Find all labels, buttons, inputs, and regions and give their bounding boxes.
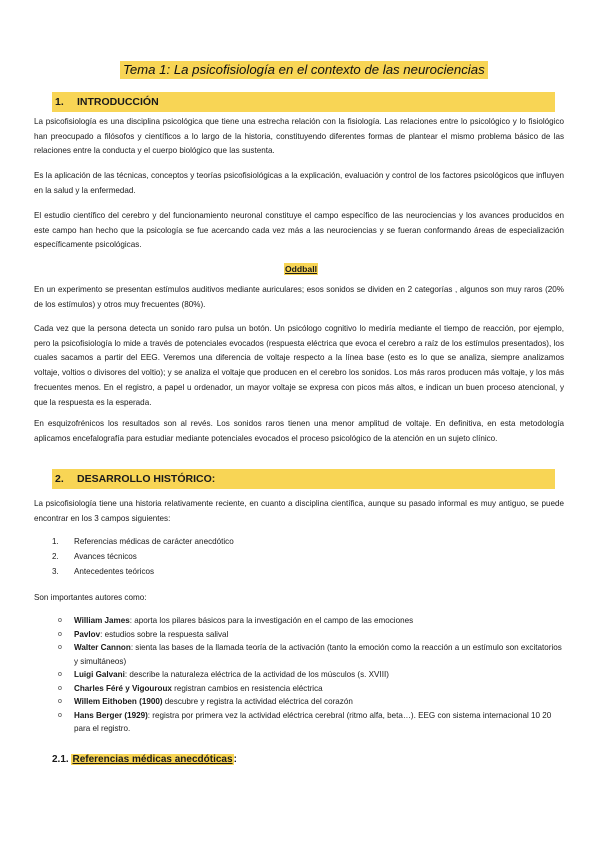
list-text: Antecedentes teóricos — [74, 567, 155, 576]
authors-intro: Son importantes autores como: — [34, 593, 147, 602]
oddball-paragraph: En un experimento se presentan estímulos auditivos mediante auriculares; esos sonidos se dividen en 2 categorías , algunos son muy raros (20% de los estímulos) y otros muy frecuentes (80%). — [34, 285, 564, 309]
intro-paragraph: El estudio científico del cerebro y del funcionamiento neuronal constituye el campo específico de las neurociencias y los avances producidos en este campo han hecho que la psicología se fue acercando cada vez más a las neurociencias y se fueran conformando áreas de especialización específicamente psicológicas. — [34, 211, 564, 250]
document-title: Tema 1: La psicofisiología en el contexto de las neurociencias — [120, 61, 488, 79]
subsection-heading-text: Referencias médicas anecdóticas — [72, 754, 233, 765]
list-item — [58, 641, 563, 668]
section-heading-desarrollo-historico — [52, 469, 555, 489]
author-name: Luigi Galvani — [74, 670, 125, 679]
author-description: registran cambios en resistencia eléctrica — [171, 683, 323, 693]
author-name: Charles Féré y Vigouroux — [74, 683, 172, 693]
subsection-number: 2.1. — [52, 754, 69, 765]
list-text: Referencias médicas de carácter anecdótico — [74, 537, 234, 546]
list-item — [58, 682, 563, 696]
circle-bullet-icon: o — [58, 684, 62, 692]
list-text: Avances técnicos — [74, 552, 137, 561]
author-description: : estudios sobre la respuesta salival — [100, 629, 229, 639]
author-name: Walter Cannon — [74, 643, 131, 652]
list-number: 3. — [52, 567, 59, 576]
author-name: Willem Eithoben (1900) — [74, 697, 163, 706]
author-description: descubre y registra la actividad eléctrica del corazón — [162, 697, 353, 706]
subsection-suffix: : — [233, 754, 237, 765]
list-item — [52, 550, 137, 565]
list-item — [58, 695, 563, 709]
circle-bullet-icon: o — [58, 644, 62, 651]
section-heading-introduccion — [52, 92, 555, 112]
intro-paragraph: La psicofisiología es una disciplina psicológica que tiene una estrecha relación con la fisiología. Las relaciones entre lo psicológico y lo fisiológico han preocupado a filósofos y científicos a lo largo de la historia, constituyendo diferentes formas de plantear el mismo problema básico de las relaciones entre la conducta y el cuerpo biológico que las sustenta. — [34, 117, 564, 156]
author-name: Hans Berger (1929) — [74, 710, 148, 720]
intro-paragraph: Es la aplicación de las técnicas, conceptos y teorías psicofisiológicas a la explicación, evaluación y control de los factores psicológicos que influyen en la salud y la enfermedad. — [34, 171, 564, 195]
section-heading-text: INTRODUCCIÓN — [77, 96, 159, 108]
author-description: : describe la naturaleza eléctrica de la actividad de los músculos (s. XVIII) — [124, 670, 389, 679]
list-item — [58, 614, 563, 628]
oddball-heading: Oddball — [285, 264, 317, 274]
history-paragraph: La psicofisiología tiene una historia relativamente reciente, en cuanto a disciplina científica, aunque su pasado informal es muy antiguo, se puede encontrar en los 3 campos siguientes: — [34, 499, 564, 523]
author-name: William James — [74, 616, 130, 625]
authors-list — [58, 614, 563, 736]
circle-bullet-icon: o — [58, 671, 62, 678]
circle-bullet-icon: o — [58, 698, 62, 705]
list-number: 1. — [52, 537, 59, 546]
circle-bullet-icon: o — [58, 617, 62, 624]
list-item — [58, 628, 563, 642]
section-number: 2. — [55, 473, 64, 485]
list-item — [52, 565, 154, 580]
author-description: : registra por primera vez la actividad eléctrica cerebral (ritmo alfa, beta…). EEG con sistema internacional 10 20 para el registro. — [74, 710, 552, 733]
circle-bullet-icon: o — [58, 711, 62, 719]
list-item — [52, 535, 234, 550]
author-description: : sienta las bases de la llamada teoría de la activación (tanto la emoción como la reacción a un estímulo son excitatorios y simultáneos) — [74, 643, 562, 666]
subsection-heading — [52, 752, 237, 768]
list-item — [58, 709, 563, 736]
oddball-paragraph: Cada vez que la persona detecta un sonido raro pulsa un botón. Un psicólogo cognitivo lo mediría mediante el tiempo de reacción, por ejemplo, pero la psicofisiología lo mide a través de potenciales evocados (respuesta eléctrica que evoca el cerebro a raíz de los estímulos presentados), los cuales sacamos a partir del EEG. Veremos una diferencia de voltaje respecto a la línea base (esto es lo que se analiza, siempre analizamos voltaje, voltios o divisores del voltio); y se analiza el voltaje que producen en el cerebro los sonidos. Los más raros producen más voltaje, y los más frecuentes menos. En el registro, a papel u ordenador, un mayor voltaje se expresa con picos más altos, e indican un buen proceso atencional, y que la respuesta es la esperada. — [34, 324, 564, 407]
section-heading-text: DESARROLLO HISTÓRICO: — [77, 473, 216, 485]
list-number: 2. — [52, 552, 59, 561]
oddball-paragraph: En esquizofrénicos los resultados son al revés. Los sonidos raros tienen una menor amplitud de voltaje. En definitiva, en esta metodología aplicamos encefalografía para estudiar mediante potenciales evocados el proceso psicológico de la atención en un sujeto clínico. — [34, 419, 564, 443]
author-name: Pavlov — [74, 629, 101, 639]
author-description: : aporta los pilares básicos para la investigación en el campo de las emociones — [129, 616, 414, 625]
list-item — [58, 668, 563, 682]
section-number: 1. — [55, 96, 64, 108]
circle-bullet-icon: o — [58, 630, 62, 638]
